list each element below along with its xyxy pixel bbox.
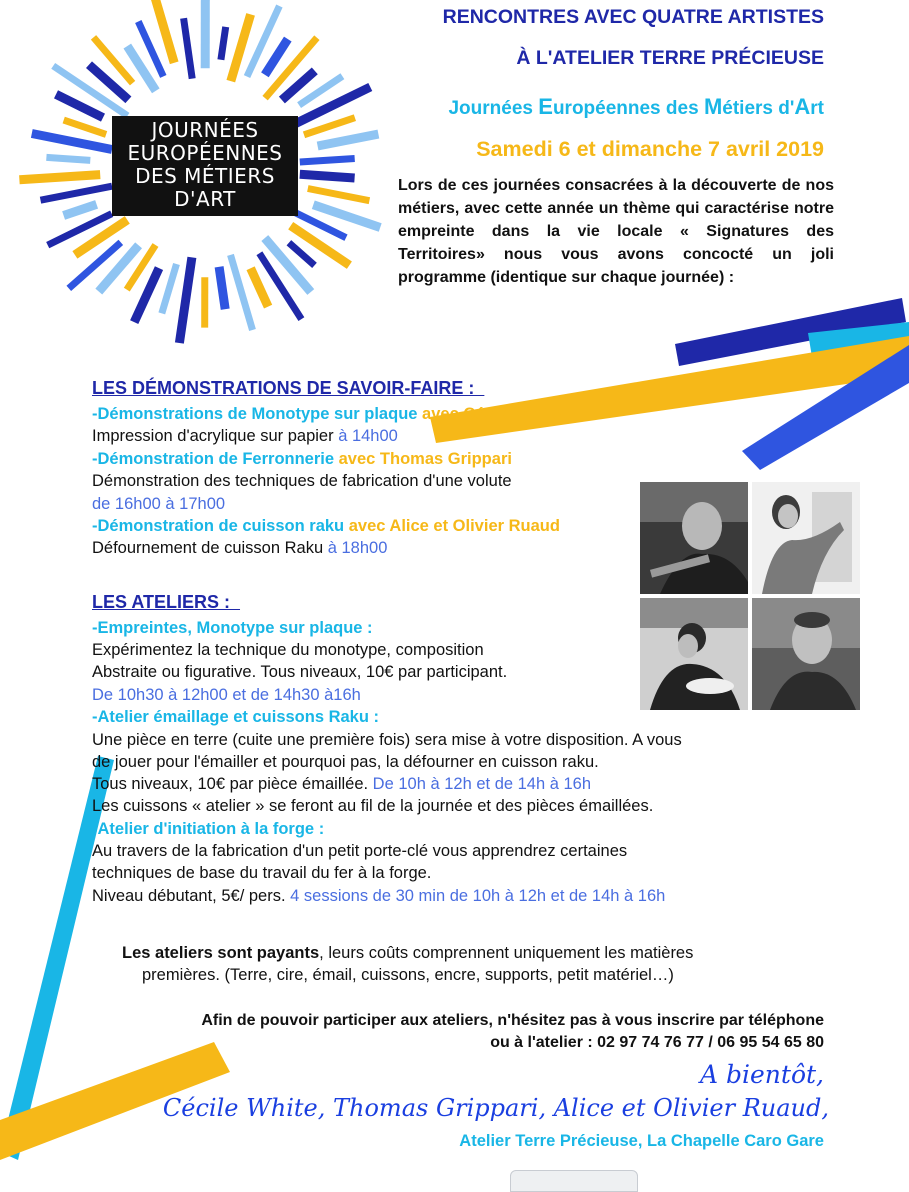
atelier-3-title: -Atelier d'initiation à la forge : — [92, 818, 324, 840]
atelier-1-line-1: Expérimentez la technique du monotype, composition — [92, 639, 484, 661]
logo-line-4: D'ART — [112, 188, 298, 211]
logo-ray — [265, 39, 288, 75]
logo-ray — [318, 134, 379, 146]
payment-note-line-1 — [122, 942, 693, 964]
title-line-2: À L'ATELIER TERRE PRÉCIEUSE — [516, 47, 824, 70]
atelier-3-price: Niveau débutant, 5€/ pers. — [92, 887, 286, 905]
demo-2-title — [92, 448, 512, 470]
ateliers-heading: LES ATELIERS : — [92, 592, 240, 613]
demo-1-name: -Démonstrations de Monotype sur plaque — [92, 405, 417, 423]
demo-2-artist: avec Thomas Grippari — [334, 450, 512, 468]
atelier-2-line-1: Une pièce en terre (cuite une première fois) sera mise à votre disposition. A vous — [92, 729, 682, 751]
logo-line-1: JOURNÉES — [112, 119, 298, 142]
subtitle-g: rt — [810, 98, 824, 119]
atelier-2-line-3 — [92, 773, 591, 795]
atelier-2-line-2: de jouer pour l'émailler et pourquoi pas, la défourner en cuisson raku. — [92, 751, 599, 773]
logo-ray — [300, 159, 355, 163]
event-dates: Samedi 6 et dimanche 7 avril 2019 — [476, 137, 824, 162]
photo-alice — [640, 598, 748, 710]
logo-ray — [221, 27, 226, 60]
subtitle-d: M — [704, 94, 722, 119]
photo-thomas — [640, 482, 748, 594]
subtitle-a: Journées — [448, 98, 538, 119]
demo-2-time: de 16h00 à 17h00 — [92, 493, 225, 515]
demo-3-title — [92, 515, 560, 537]
logo-ray — [308, 189, 370, 201]
subtitle-c: uropéennes des — [553, 98, 704, 119]
logo-ray — [300, 174, 355, 178]
logo-ray — [19, 175, 100, 180]
atelier-1-line-2: Abstraite ou figurative. Tous niveaux, 10€ par participant. — [92, 661, 507, 683]
atelier-3-line-3 — [92, 885, 665, 907]
page-tab — [510, 1170, 638, 1192]
atelier-3-time: 4 sessions de 30 min de 10h à 12h et de 14h à 16h — [286, 887, 666, 905]
logo-ray — [231, 255, 253, 330]
logo-line-3: DES MÉTIERS — [112, 165, 298, 188]
demo-2-name: -Démonstration de Ferronnerie — [92, 450, 334, 468]
subtitle-e: étiers d' — [722, 98, 794, 119]
atelier-1-time: De 10h30 à 12h00 et de 14h30 à16h — [92, 684, 361, 706]
atelier-2-title: -Atelier émaillage et cuissons Raku : — [92, 706, 379, 728]
demo-1-title — [92, 403, 561, 425]
demo-1-desc — [92, 425, 398, 447]
atelier-2-time: De 10h à 12h et de 14h à 16h — [368, 775, 591, 793]
contact-line-2: ou à l'atelier : 02 97 74 76 77 / 06 95 54 65 80 — [490, 1032, 824, 1054]
intro-paragraph: Lors de ces journées consacrées à la découverte de nos métiers, avec cette année un thème qui caractérise notre empreinte dans la vie locale « Signatures des Territoires» nous vous avons concocté un joli programme (identique sur chaque journée) : — [398, 174, 834, 289]
logo-ray — [251, 268, 269, 306]
logo-ray — [155, 0, 174, 63]
logo-ray — [46, 157, 90, 160]
demo-3-text: Défournement de cuisson Raku — [92, 539, 323, 557]
logo-ray — [179, 257, 192, 343]
demo-3-desc — [92, 537, 387, 559]
payment-note-line-2: premières. (Terre, cire, émail, cuissons, encre, supports, petit matériel…) — [142, 964, 674, 986]
signature-place: Atelier Terre Précieuse, La Chapelle Caro Gare — [459, 1132, 824, 1151]
title-line-1: RENCONTRES AVEC QUATRE ARTISTES — [443, 6, 824, 29]
atelier-2-line-4: Les cuissons « atelier » se feront au fil de la journée et des pièces émaillées. — [92, 795, 653, 817]
photo-cecile — [752, 482, 860, 594]
demo-1-text: Impression d'acrylique sur papier — [92, 427, 334, 445]
demo-2-desc: Démonstration des techniques de fabrication d'une volute — [92, 470, 512, 492]
subtitle — [448, 94, 824, 120]
atelier-1-title: -Empreintes, Monotype sur plaque : — [92, 617, 373, 639]
logo-ray — [64, 120, 106, 134]
atelier-2-price: Tous niveaux, 10€ par pièce émaillée. — [92, 775, 368, 793]
subtitle-f: A — [794, 94, 810, 119]
bientot-text: A bientôt, — [700, 1060, 824, 1089]
logo-ray — [41, 186, 113, 200]
payment-note-bold: Les ateliers sont payants — [122, 944, 319, 962]
logo-ray — [64, 204, 97, 215]
payment-note-rest: , leurs coûts comprennent uniquement les matières — [319, 944, 693, 962]
logo-ray — [162, 264, 177, 313]
atelier-3-line-1: Au travers de la fabrication d'un petit porte-clé vous apprendrez certaines — [92, 840, 627, 862]
demo-3-artist: avec Alice et Olivier Ruaud — [344, 517, 560, 535]
demo-3-name: -Démonstration de cuisson raku — [92, 517, 344, 535]
logo-ray — [219, 267, 225, 309]
logo-ray — [289, 243, 315, 266]
subtitle-b: E — [538, 94, 553, 119]
demo-1-artist: avec Cécile White — [417, 405, 561, 423]
demos-heading: LES DÉMONSTRATIONS DE SAVOIR-FAIRE : — [92, 378, 484, 399]
photo-olivier — [752, 598, 860, 710]
atelier-3-line-2: techniques de base du travail du fer à la forge. — [92, 862, 431, 884]
demo-1-time: à 14h00 — [334, 427, 398, 445]
contact-line-1: Afin de pouvoir participer aux ateliers, n'hésitez pas à vous inscrire par téléphone — [201, 1010, 824, 1032]
logo-line-2: EUROPÉENNES — [112, 142, 298, 165]
signature-names: Cécile White, Thomas Grippari, Alice et Olivier Ruaud, — [163, 1094, 829, 1122]
logo-text-box — [112, 116, 298, 216]
demo-3-time: à 18h00 — [323, 539, 387, 557]
logo-ray — [184, 18, 193, 78]
